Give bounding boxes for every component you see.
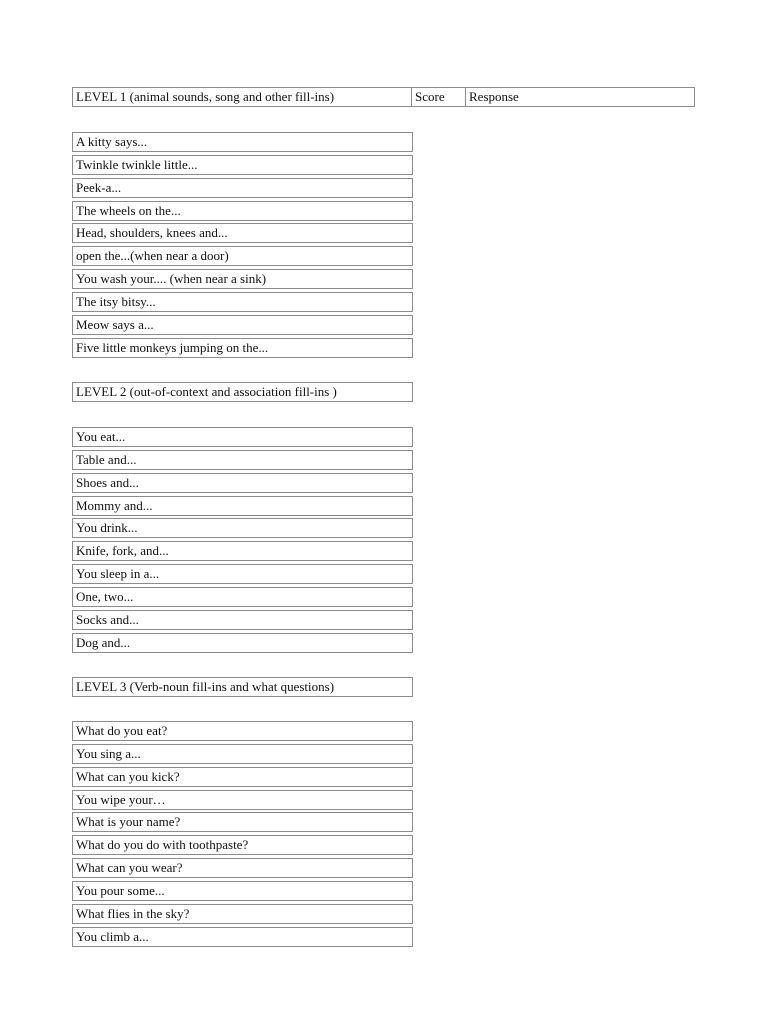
level-2-item: You sleep in a... [72, 564, 413, 584]
level-3-item: What can you wear? [72, 858, 413, 878]
level-2-item: Shoes and... [72, 473, 413, 493]
level-2-item: Dog and... [72, 633, 413, 653]
level-1-item: The wheels on the... [72, 201, 413, 221]
level-3-item: What can you kick? [72, 767, 413, 787]
level-3-list [72, 721, 413, 949]
level-2-title: LEVEL 2 (out-of-context and association fill-ins ) [72, 382, 413, 402]
level-3-item: What do you eat? [72, 721, 413, 741]
level-2-item: Table and... [72, 450, 413, 470]
response-column-header: Response [466, 87, 695, 107]
level-3-item: What flies in the sky? [72, 904, 413, 924]
level-1-item: Meow says a... [72, 315, 413, 335]
level-3-item: You pour some... [72, 881, 413, 901]
level-2-item: Knife, fork, and... [72, 541, 413, 561]
level-2-item: You eat... [72, 427, 413, 447]
level-1-item: Peek-a... [72, 178, 413, 198]
level-1-item: Five little monkeys jumping on the... [72, 338, 413, 358]
level-1-title: LEVEL 1 (animal sounds, song and other fill-ins) [72, 87, 412, 107]
level-3-item: You climb a... [72, 927, 413, 947]
level-1-item: Twinkle twinkle little... [72, 155, 413, 175]
level-1-item: open the...(when near a door) [72, 246, 413, 266]
level-3-item: You wipe your… [72, 790, 413, 810]
level-2-item: You drink... [72, 518, 413, 538]
level-3-item: What do you do with toothpaste? [72, 835, 413, 855]
level-2-list [72, 427, 413, 655]
level-1-item: Head, shoulders, knees and... [72, 223, 413, 243]
level-3-item: What is your name? [72, 812, 413, 832]
level-1-list [72, 132, 413, 360]
level-3-title: LEVEL 3 (Verb-noun fill-ins and what questions) [72, 677, 413, 697]
level-1-item: A kitty says... [72, 132, 413, 152]
level-1-item: You wash your.... (when near a sink) [72, 269, 413, 289]
level-1-item: The itsy bitsy... [72, 292, 413, 312]
score-column-header: Score [412, 87, 466, 107]
level-3-item: You sing a... [72, 744, 413, 764]
level-2-item: Socks and... [72, 610, 413, 630]
level-2-item: Mommy and... [72, 496, 413, 516]
level-1-header-row [72, 87, 695, 107]
level-2-item: One, two... [72, 587, 413, 607]
